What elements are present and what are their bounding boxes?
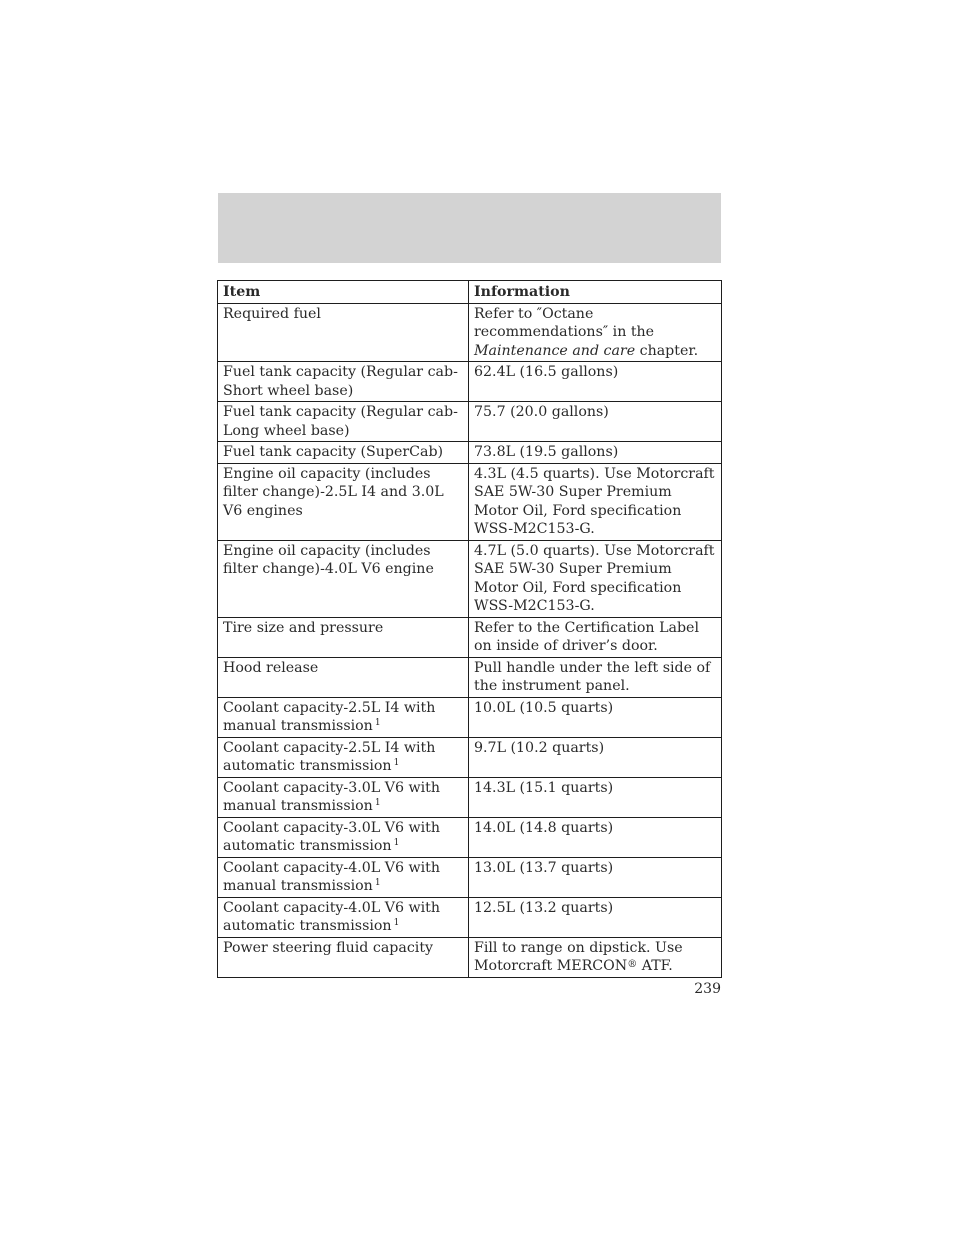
item-text: Coolant capacity-3.0L V6 with automatic transmission — [223, 819, 441, 854]
item-cell — [218, 897, 469, 937]
information-cell: 9.7L (10.2 quarts) — [469, 737, 722, 777]
information-cell: Refer to the Certification Label on inside of driver’s door. — [469, 617, 722, 657]
info-text: ATF. — [637, 958, 673, 974]
table-row — [218, 697, 722, 737]
information-cell: 14.3L (15.1 quarts) — [469, 777, 722, 817]
information-cell: 12.5L (13.2 quarts) — [469, 897, 722, 937]
item-cell: Hood release — [218, 657, 469, 697]
page-number: 239 — [694, 981, 721, 997]
column-header-item: Item — [218, 281, 469, 304]
information-cell: 4.3L (4.5 quarts). Use Motorcraft SAE 5W-30 Super Premium Motor Oil, Ford specification WSS-M2C153-G. — [469, 463, 722, 540]
table-row — [218, 540, 722, 617]
table-row — [218, 362, 722, 402]
info-chapter-ref: Maintenance and care — [474, 342, 636, 359]
item-cell — [218, 737, 469, 777]
information-cell: 14.0L (14.8 quarts) — [469, 817, 722, 857]
item-cell — [218, 697, 469, 737]
item-cell: Power steering fluid capacity — [218, 937, 469, 977]
table-row — [218, 737, 722, 777]
table-header-row — [218, 281, 722, 304]
table-row — [218, 657, 722, 697]
item-cell — [218, 817, 469, 857]
footnote-marker: 1 — [374, 718, 381, 728]
item-cell: Engine oil capacity (includes filter change)-2.5L I4 and 3.0L V6 engines — [218, 463, 469, 540]
table-row — [218, 303, 722, 362]
table-row — [218, 857, 722, 897]
footnote-marker: 1 — [393, 758, 400, 768]
table-row — [218, 463, 722, 540]
footnote-marker: 1 — [393, 838, 400, 848]
item-cell: Fuel tank capacity (Regular cab-Short wheel base) — [218, 362, 469, 402]
item-cell — [218, 857, 469, 897]
information-cell: 62.4L (16.5 gallons) — [469, 362, 722, 402]
table-row — [218, 817, 722, 857]
item-cell: Engine oil capacity (includes filter change)-4.0L V6 engine — [218, 540, 469, 617]
info-text: chapter. — [635, 342, 699, 359]
information-cell: 13.0L (13.7 quarts) — [469, 857, 722, 897]
table-row — [218, 617, 722, 657]
footnote-marker: 1 — [393, 918, 400, 928]
information-cell: 75.7 (20.0 gallons) — [469, 402, 722, 442]
information-cell: 4.7L (5.0 quarts). Use Motorcraft SAE 5W-30 Super Premium Motor Oil, Ford specification WSS-M2C153-G. — [469, 540, 722, 617]
item-text: Coolant capacity-3.0L V6 with manual transmission — [223, 779, 441, 814]
information-cell: Pull handle under the left side of the instrument panel. — [469, 657, 722, 697]
item-text: Coolant capacity-4.0L V6 with automatic transmission — [223, 899, 441, 934]
item-cell: Fuel tank capacity (Regular cab-Long wheel base) — [218, 402, 469, 442]
information-cell: 73.8L (19.5 gallons) — [469, 442, 722, 464]
header-band — [218, 193, 721, 263]
table-row — [218, 777, 722, 817]
specifications-table — [217, 280, 722, 978]
table-row — [218, 937, 722, 977]
footnote-marker: 1 — [374, 878, 381, 888]
info-text: Fill to range on dipstick. Use Motorcraft MERCON — [474, 939, 683, 974]
item-cell: Required fuel — [218, 303, 469, 362]
information-cell: 10.0L (10.5 quarts) — [469, 697, 722, 737]
information-cell — [469, 937, 722, 977]
table-row — [218, 442, 722, 464]
information-cell — [469, 303, 722, 362]
info-text: Refer to ″Octane recommendations″ in the — [474, 305, 655, 340]
table-row — [218, 402, 722, 442]
footnote-marker: 1 — [374, 798, 381, 808]
item-text: Coolant capacity-4.0L V6 with manual transmission — [223, 859, 441, 894]
item-cell — [218, 777, 469, 817]
item-text: Coolant capacity-2.5L I4 with manual transmission — [223, 699, 436, 734]
registered-mark: ® — [627, 959, 638, 970]
column-header-information: Information — [469, 281, 722, 304]
item-cell: Fuel tank capacity (SuperCab) — [218, 442, 469, 464]
table-row — [218, 897, 722, 937]
item-cell: Tire size and pressure — [218, 617, 469, 657]
item-text: Coolant capacity-2.5L I4 with automatic transmission — [223, 739, 436, 774]
